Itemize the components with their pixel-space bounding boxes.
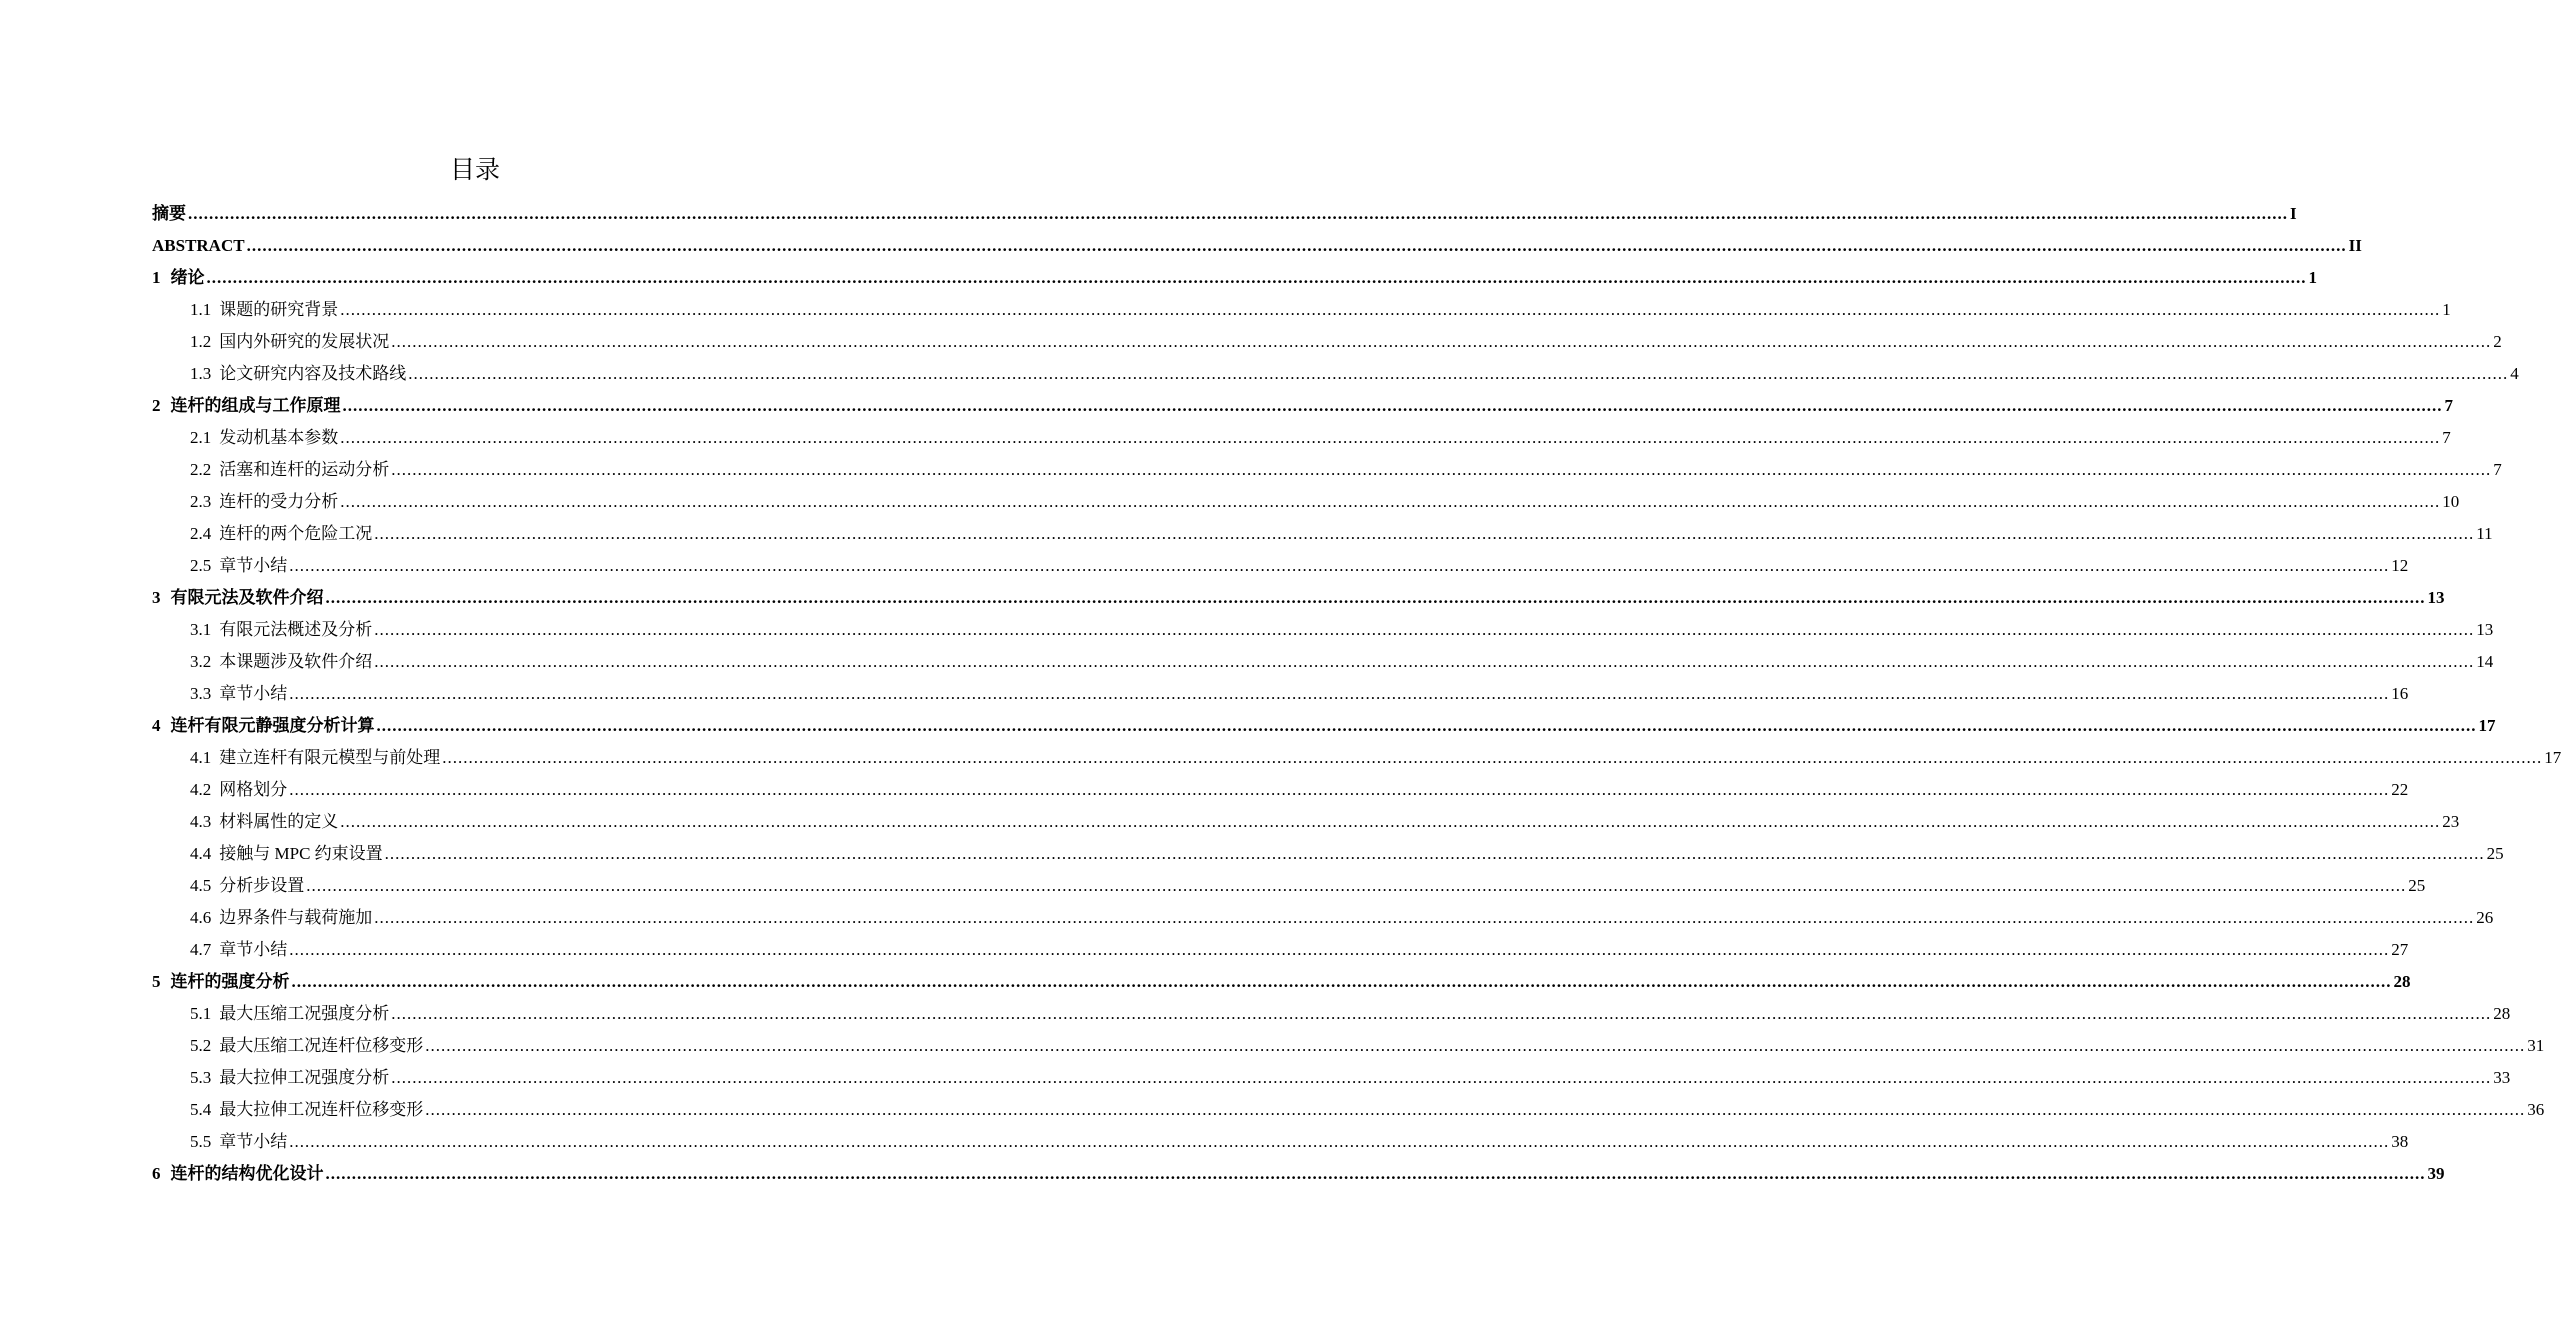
toc-entry-label: 连杆的两个危险工况 [219, 524, 373, 543]
toc-entry-number: 4.2 [190, 780, 212, 799]
toc-dot-leader: ................................................................................................................................................................................................................................................................................................................................................................................................................ [325, 1164, 2426, 1183]
toc-entry-number: 5.5 [190, 1132, 212, 1151]
toc-entry-number: 1.3 [190, 364, 212, 383]
toc-dot-leader: ................................................................................................................................................................................................................................................................................................................................................................................................................ [340, 812, 2441, 831]
toc-entry-label: 连杆的强度分析 [170, 972, 290, 991]
toc-section-entry[interactable] [152, 294, 2451, 326]
toc-page-number: 27 [2391, 940, 2409, 959]
toc-section-entry[interactable] [152, 1126, 2409, 1158]
toc-section-entry[interactable] [152, 454, 2502, 486]
toc-page-number: 26 [2476, 908, 2494, 927]
toc-dot-leader: ................................................................................................................................................................................................................................................................................................................................................................................................................ [391, 460, 2492, 479]
toc-entry-number: 1.1 [190, 300, 212, 319]
toc-entry-label: 有限元法及软件介绍 [170, 588, 324, 607]
toc-page-number: 10 [2442, 492, 2460, 511]
toc-entry-number: 1 [152, 268, 161, 287]
toc-page-number: 14 [2476, 652, 2494, 671]
toc-entry-label: 章节小结 [219, 556, 288, 575]
toc-dot-leader: ................................................................................................................................................................................................................................................................................................................................................................................................................ [340, 492, 2441, 511]
toc-entry-label: 分析步设置 [219, 876, 305, 895]
toc-dot-leader: ................................................................................................................................................................................................................................................................................................................................................................................................................ [289, 940, 2390, 959]
toc-section-entry[interactable] [152, 1062, 2511, 1094]
toc-section-entry[interactable] [152, 838, 2504, 870]
toc-page-number: 11 [2476, 524, 2493, 543]
toc-entry-label: 论文研究内容及技术路线 [219, 364, 407, 383]
toc-entry-label: 建立连杆有限元模型与前处理 [219, 748, 441, 767]
toc-page-number: 7 [2442, 428, 2451, 447]
toc-entry-number: 5 [152, 972, 161, 991]
toc-entry-label: 最大拉伸工况强度分析 [219, 1068, 390, 1087]
toc-entry-label: 章节小结 [219, 684, 288, 703]
toc-entry-number: 5.3 [190, 1068, 212, 1087]
toc-dot-leader: ................................................................................................................................................................................................................................................................................................................................................................................................................ [291, 972, 2392, 991]
toc-page-number: 39 [2427, 1164, 2445, 1183]
toc-entry-label: 连杆的受力分析 [219, 492, 339, 511]
toc-entry-label: 课题的研究背景 [219, 300, 339, 319]
toc-section-entry[interactable] [152, 646, 2494, 678]
toc-dot-leader: ................................................................................................................................................................................................................................................................................................................................................................................................................ [374, 652, 2475, 671]
toc-entry-label: 有限元法概述及分析 [219, 620, 373, 639]
page-title: 目录 [449, 155, 500, 184]
toc-page-number: 4 [2510, 364, 2519, 383]
toc-dot-leader: ................................................................................................................................................................................................................................................................................................................................................................................................................ [391, 1068, 2492, 1087]
toc-page-number: 25 [2486, 844, 2504, 863]
toc-page-number: 38 [2391, 1132, 2409, 1151]
toc-section-entry[interactable] [152, 870, 2426, 902]
toc-entry-number: 4.5 [190, 876, 212, 895]
toc-page-number: II [2348, 236, 2362, 255]
toc-section-entry[interactable] [152, 678, 2409, 710]
toc-dot-leader: ................................................................................................................................................................................................................................................................................................................................................................................................................ [425, 1100, 2526, 1119]
toc-dot-leader: ................................................................................................................................................................................................................................................................................................................................................................................................................ [340, 300, 2441, 319]
toc-dot-leader: ................................................................................................................................................................................................................................................................................................................................................................................................................ [425, 1036, 2526, 1055]
toc-dot-leader: ................................................................................................................................................................................................................................................................................................................................................................................................................ [325, 588, 2426, 607]
toc-page-number: 7 [2493, 460, 2502, 479]
toc-page-number: 1 [2308, 268, 2317, 287]
toc-entry-number: 1.2 [190, 332, 212, 351]
toc-entry-number: 2.3 [190, 492, 212, 511]
toc-entry-number: 6 [152, 1164, 161, 1183]
toc-section-entry[interactable] [152, 902, 2494, 934]
toc-dot-leader: ................................................................................................................................................................................................................................................................................................................................................................................................................ [376, 716, 2477, 735]
toc-entry-number: 4.3 [190, 812, 212, 831]
toc-section-entry[interactable] [152, 358, 2519, 390]
toc-section-entry[interactable] [152, 774, 2409, 806]
toc-entry-number: 3.3 [190, 684, 212, 703]
toc-entry-number: 3 [152, 588, 161, 607]
toc-section-entry[interactable] [152, 934, 2409, 966]
toc-chapter-entry[interactable] [152, 966, 2411, 998]
toc-dot-leader: ................................................................................................................................................................................................................................................................................................................................................................................................................ [289, 684, 2390, 703]
toc-entry-number: 2.1 [190, 428, 212, 447]
toc-page-number: 17 [2544, 748, 2561, 767]
toc-chapter-entry[interactable] [152, 710, 2496, 742]
toc-page-number: 25 [2408, 876, 2426, 895]
toc-entry-label: 材料属性的定义 [219, 812, 339, 831]
toc-chapter-entry[interactable] [152, 198, 2297, 230]
toc-dot-leader: ................................................................................................................................................................................................................................................................................................................................................................................................................ [206, 268, 2307, 287]
toc-page-number: 23 [2442, 812, 2460, 831]
toc-entry-label: 连杆的组成与工作原理 [170, 396, 341, 415]
toc-entry-label: 网格划分 [219, 780, 288, 799]
toc-dot-leader: ................................................................................................................................................................................................................................................................................................................................................................................................................ [408, 364, 2509, 383]
toc-section-entry[interactable] [152, 1094, 2545, 1126]
toc-dot-leader: ................................................................................................................................................................................................................................................................................................................................................................................................................ [384, 844, 2485, 863]
toc-entry-label: ABSTRACT [152, 236, 245, 255]
toc-entry-label: 连杆的结构优化设计 [170, 1164, 324, 1183]
toc-entry-number: 2.2 [190, 460, 212, 479]
toc-entry-number: 2 [152, 396, 161, 415]
toc-dot-leader: ................................................................................................................................................................................................................................................................................................................................................................................................................ [391, 1004, 2492, 1023]
toc-entry-number: 2.5 [190, 556, 212, 575]
toc-section-entry[interactable] [152, 422, 2451, 454]
toc-page-number: 13 [2427, 588, 2445, 607]
toc-chapter-entry[interactable] [152, 230, 2362, 262]
toc-page-number: 13 [2476, 620, 2494, 639]
toc-dot-leader: ................................................................................................................................................................................................................................................................................................................................................................................................................ [289, 556, 2390, 575]
toc-section-entry[interactable] [152, 806, 2460, 838]
toc-entry-number: 4.1 [190, 748, 212, 767]
toc-page-number: I [2290, 204, 2297, 223]
toc-page-number: 1 [2442, 300, 2451, 319]
toc-entry-number: 4 [152, 716, 161, 735]
toc-section-entry[interactable] [152, 518, 2493, 550]
toc-entry-label: 绪论 [170, 268, 205, 287]
toc-chapter-entry[interactable] [152, 390, 2453, 422]
toc-page-number: 17 [2478, 716, 2496, 735]
toc-entry-label: 边界条件与载荷施加 [219, 908, 373, 927]
toc-dot-leader: ................................................................................................................................................................................................................................................................................................................................................................................................................ [342, 396, 2443, 415]
toc-entry-number: 3.2 [190, 652, 212, 671]
toc-entry-number: 2.4 [190, 524, 212, 543]
toc-entry-label: 本课题涉及软件介绍 [219, 652, 373, 671]
toc-dot-leader: ................................................................................................................................................................................................................................................................................................................................................................................................................ [374, 620, 2475, 639]
toc-dot-leader: ................................................................................................................................................................................................................................................................................................................................................................................................................ [188, 204, 2288, 223]
toc-dot-leader: ................................................................................................................................................................................................................................................................................................................................................................................................................ [289, 780, 2390, 799]
toc-section-entry[interactable] [152, 742, 2561, 774]
toc-entry-number: 4.6 [190, 908, 212, 927]
toc-chapter-entry[interactable] [152, 582, 2445, 614]
toc-entry-number: 4.7 [190, 940, 212, 959]
toc-entry-number: 5.2 [190, 1036, 212, 1055]
toc-dot-leader: ................................................................................................................................................................................................................................................................................................................................................................................................................ [340, 428, 2441, 447]
toc-entry-number: 5.4 [190, 1100, 212, 1119]
toc-dot-leader: ................................................................................................................................................................................................................................................................................................................................................................................................................ [442, 748, 2543, 767]
toc-page-number: 16 [2391, 684, 2409, 703]
toc-dot-leader: ................................................................................................................................................................................................................................................................................................................................................................................................................ [306, 876, 2407, 895]
toc-entry-label: 摘要 [152, 204, 186, 223]
toc-entry-label: 活塞和连杆的运动分析 [219, 460, 390, 479]
toc-page-number: 31 [2527, 1036, 2545, 1055]
toc-page-number: 12 [2391, 556, 2409, 575]
toc-page-number: 22 [2391, 780, 2409, 799]
toc-entry-label: 最大拉伸工况连杆位移变形 [219, 1100, 424, 1119]
toc-entry-label: 接触与 MPC 约束设置 [219, 844, 383, 863]
toc-page-number: 33 [2493, 1068, 2511, 1087]
toc-entry-label: 连杆有限元静强度分析计算 [170, 716, 375, 735]
toc-section-entry[interactable] [152, 550, 2409, 582]
toc-chapter-entry[interactable] [152, 262, 2317, 294]
toc-entry-label: 发动机基本参数 [219, 428, 339, 447]
toc-page-number: 2 [2493, 332, 2502, 351]
toc-entry-number: 3.1 [190, 620, 212, 639]
toc-chapter-entry[interactable] [152, 1158, 2445, 1190]
toc-page-number: 36 [2527, 1100, 2545, 1119]
toc-dot-leader: ................................................................................................................................................................................................................................................................................................................................................................................................................ [374, 524, 2475, 543]
toc-dot-leader: ................................................................................................................................................................................................................................................................................................................................................................................................................ [246, 236, 2347, 255]
toc-entry-number: 5.1 [190, 1004, 212, 1023]
toc-entry-label: 最大压缩工况强度分析 [219, 1004, 390, 1023]
toc-page-number: 7 [2444, 396, 2453, 415]
toc-dot-leader: ................................................................................................................................................................................................................................................................................................................................................................................................................ [374, 908, 2475, 927]
toc-entry-label: 章节小结 [219, 1132, 288, 1151]
toc-entry-label: 章节小结 [219, 940, 288, 959]
toc-entry-label: 最大压缩工况连杆位移变形 [219, 1036, 424, 1055]
toc-section-entry[interactable] [152, 326, 2502, 358]
toc-section-entry[interactable] [152, 1030, 2545, 1062]
toc-page-number: 28 [2493, 1004, 2511, 1023]
toc-page-number: 28 [2393, 972, 2411, 991]
toc-entry-number: 4.4 [190, 844, 212, 863]
toc-dot-leader: ................................................................................................................................................................................................................................................................................................................................................................................................................ [289, 1132, 2390, 1151]
toc-entry-label: 国内外研究的发展状况 [219, 332, 390, 351]
toc-dot-leader: ................................................................................................................................................................................................................................................................................................................................................................................................................ [391, 332, 2492, 351]
toc-section-entry[interactable] [152, 486, 2460, 518]
table-of-contents [152, 198, 2561, 1190]
toc-section-entry[interactable] [152, 998, 2511, 1030]
toc-section-entry[interactable] [152, 614, 2494, 646]
